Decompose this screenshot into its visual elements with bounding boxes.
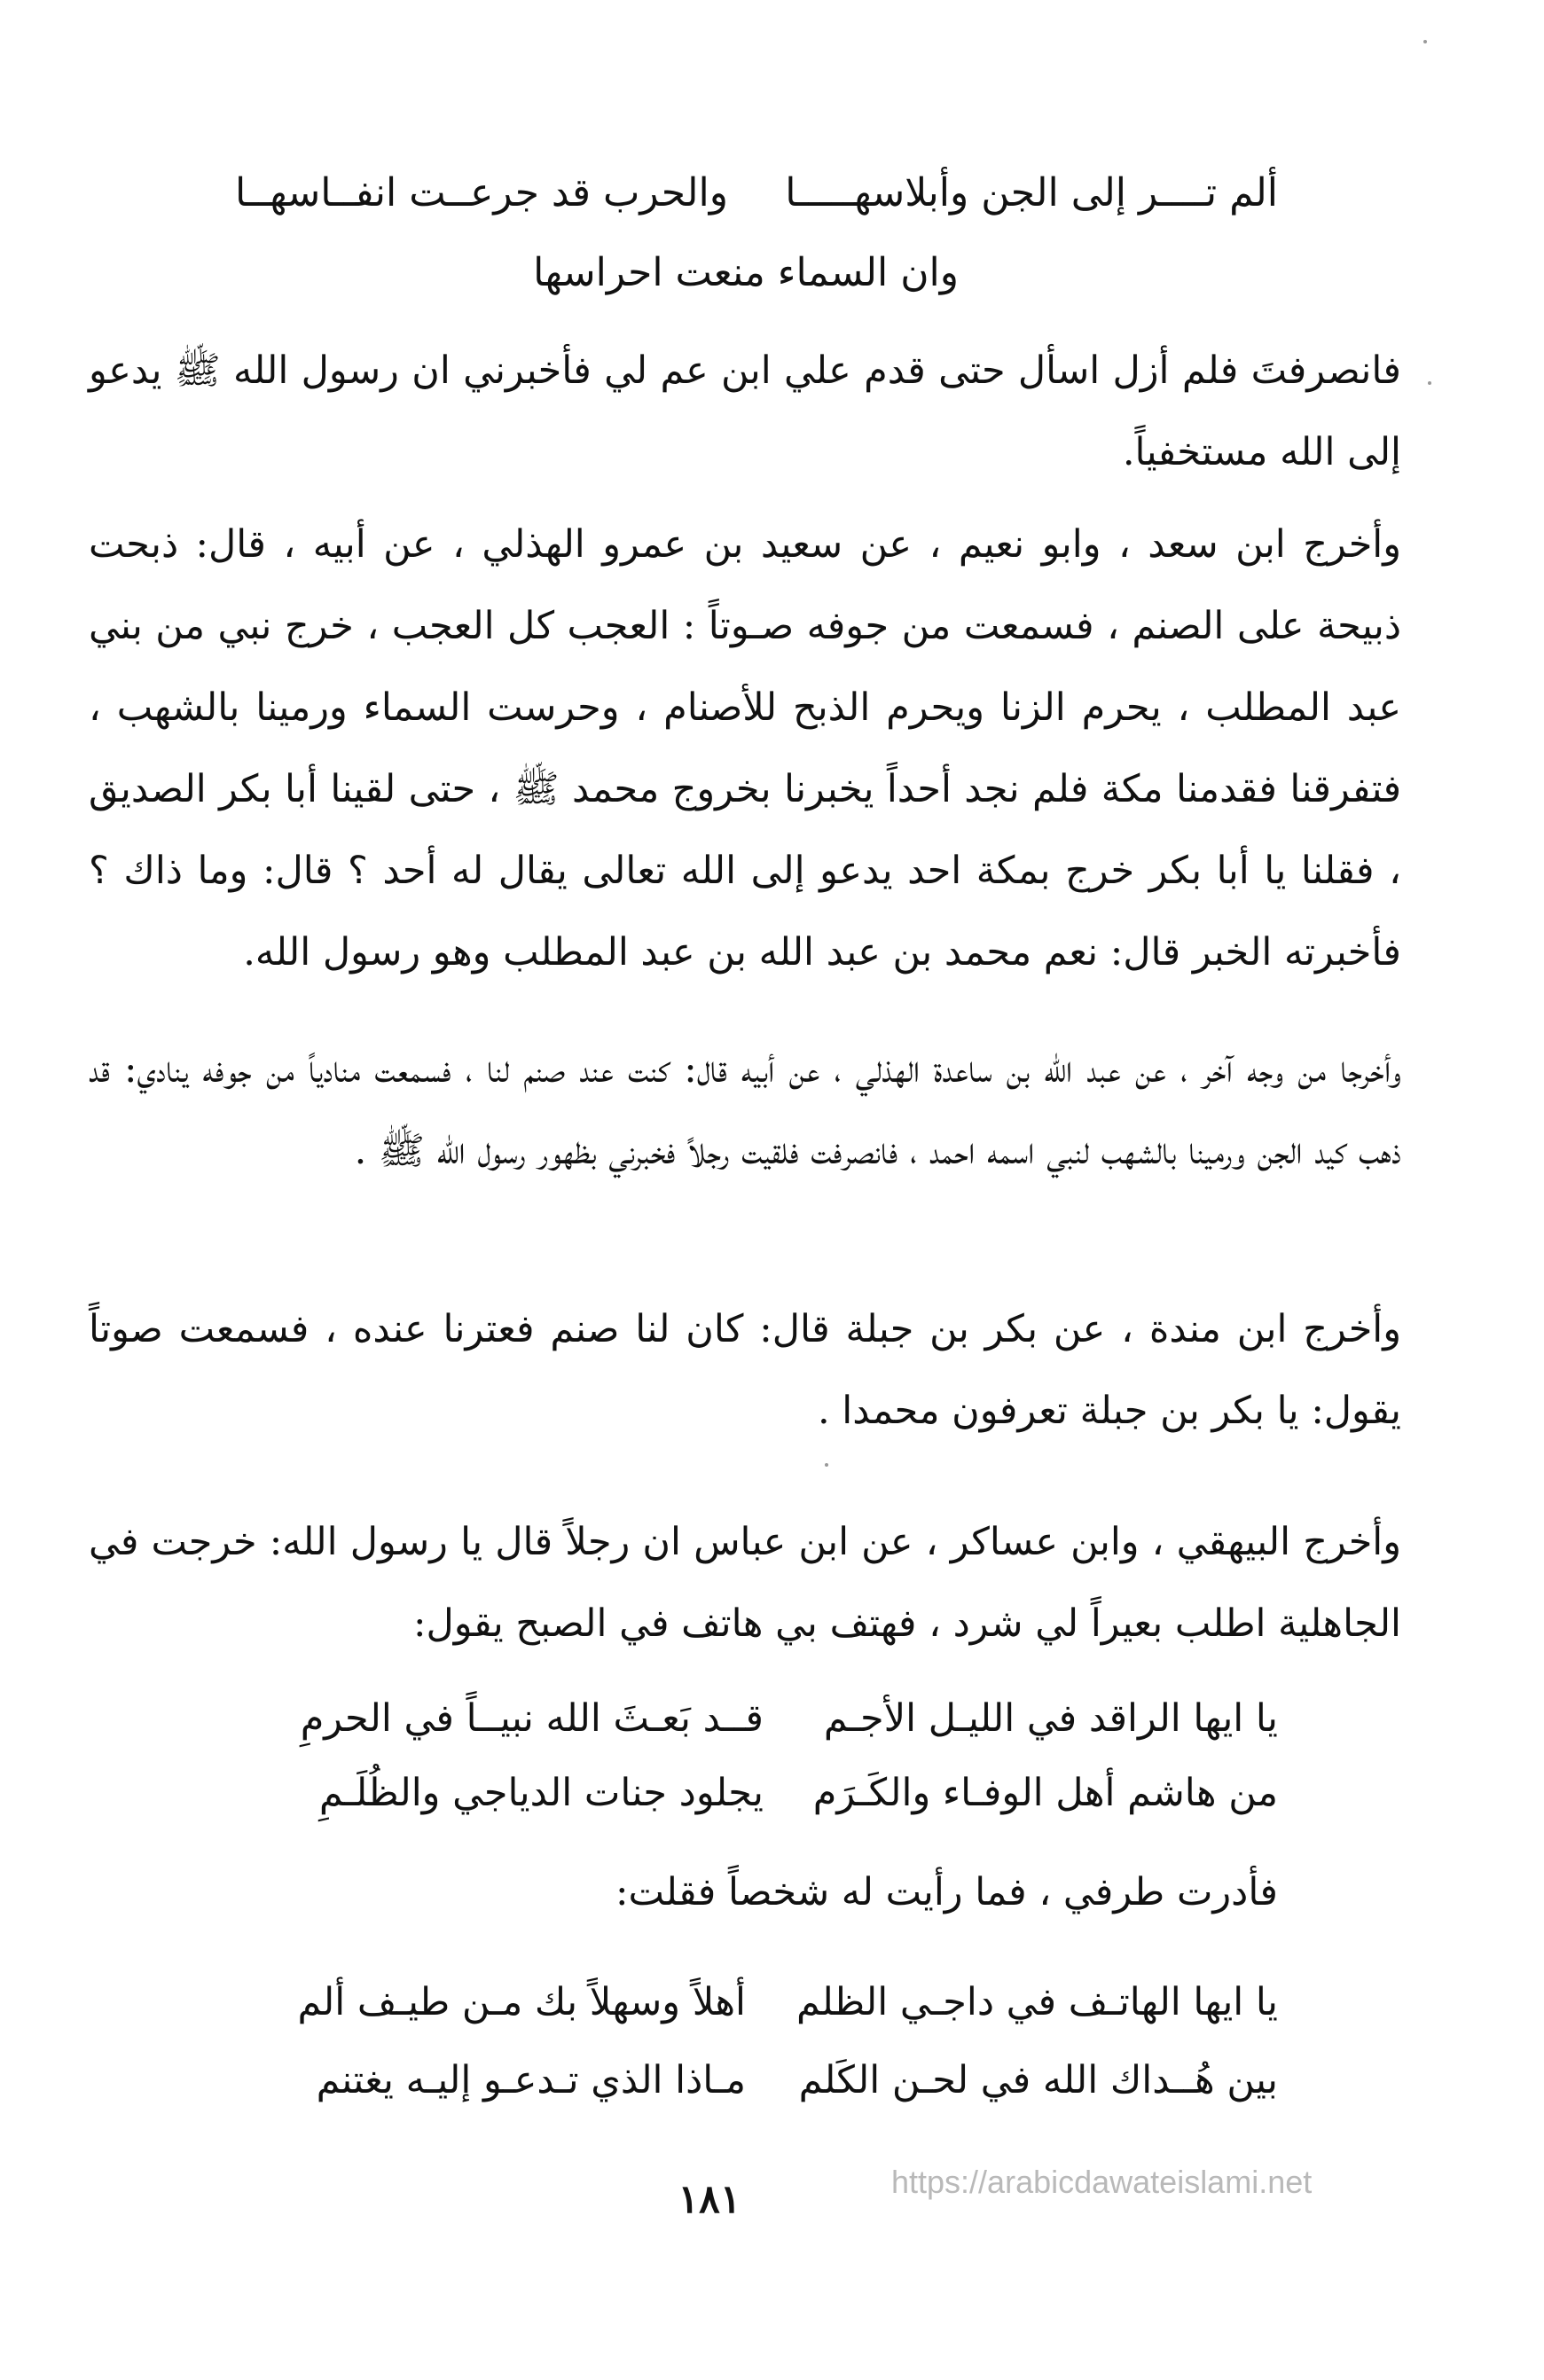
watermark-url: https://arabicdawateislami.net	[891, 2164, 1313, 2200]
verse2-line2-right: بين هُــداك الله في لحـن الكَلم	[798, 2058, 1278, 2102]
poem-top-line1-left: والحرب قد جرعــت انفــاسهــا	[234, 170, 728, 215]
paragraph-1: فانصرفتَ فلم أزل اسأل حتى قدم علي ابن عم لي فأخبرني ان رسول الله ﷺ يدعو إلى الله مستخفياً.	[89, 348, 1401, 474]
scan-speck	[1423, 40, 1427, 43]
paragraph-4: وأخرج ابن مندة ، عن بكر بن جبلة قال: كان لنا صنم فعترنا عنده ، فسمعت صوتاً يقول: يا بكر بن جبلة تعرفون محمدا .	[89, 1307, 1401, 1433]
scan-speck	[1428, 381, 1431, 385]
verse2-line2-left: مـاذا الذي تـدعـو إليـه يغتنم	[316, 2058, 746, 2102]
paragraph-2: وأخرج ابن سعد ، وابو نعيم ، عن سعيد بن عمرو الهذلي ، عن أبيه ، قال: ذبحت ذبيحة على الصنم ، فسمعت من جوفه صـوتاً : العجب كل العجب ، خرج نبي من بني عبد المطلب ، يحرم الزنا ويحرم الذبح للأصنام ، وحرست السماء ورمينا بالشهب ، فتفرقنا فقدمنا مكة فلم نجد أحداً يخبرنا بخروج محمد ﷺ ، حتى لقينا أبا بكر الصديق ، فقلنا يا أبا بكر خرج بمكة احد يدعو إلى الله تعالى يقال له أحد ؟ قال: وما ذاك ؟ فأخبرته الخبر قال: نعم محمد بن عبد الله بن عبد المطلب وهو رسول الله.	[89, 522, 1401, 975]
verse1-line2-right: من هاشم أهل الوفـاء والكَـرَم	[812, 1771, 1278, 1815]
interlude-line: فأدرت طرفي ، فما رأيت له شخصاً فقلت:	[615, 1870, 1278, 1914]
paragraph-3: وأخرجا من وجه آخر ، عن عبد الله بن ساعدة الهذلي ، عن أبيه قال: كنت عند صنم لنا ، فسمعت منادياً من جوفه ينادي: قد ذهب كيد الجن ورمينا بالشهب لنبي اسمه احمد ، فانصرفت فلقيت رجلاً فخبرني بظهور رسول الله ﷺ .	[89, 1047, 1401, 1173]
poem-top-line2: وان السماء منعت احراسها	[533, 250, 959, 295]
paragraph-5: وأخرج البيهقي ، وابن عساكر ، عن ابن عباس ان رجلاً قال يا رسول الله: خرجت في الجاهلية اطلب بعيراً لي شرد ، فهتف بي هاتف في الصبح يقول:	[89, 1520, 1401, 1646]
verse2-line1-left: أهلاً وسهلاً بك مـن طيـف ألم	[297, 1980, 746, 2024]
verse1-line1-right: يا ايها الراقد في الليـل الأجـم	[823, 1696, 1278, 1741]
verse1-line2-left: يجلود جنات الدياجي والظُلَـمِ	[318, 1771, 764, 1815]
page-number: ١٨١	[678, 2177, 741, 2222]
verse1-line1-left: قــد بَعـثَ الله نبيــاً في الحرمِ	[300, 1696, 764, 1741]
scan-speck	[825, 1463, 828, 1467]
poem-top-line1-right: ألم تــــر إلى الجن وأبلاسهـــــا	[785, 170, 1278, 215]
verse2-line1-right: يا ايها الهاتـف في داجـي الظلم	[796, 1980, 1278, 2024]
